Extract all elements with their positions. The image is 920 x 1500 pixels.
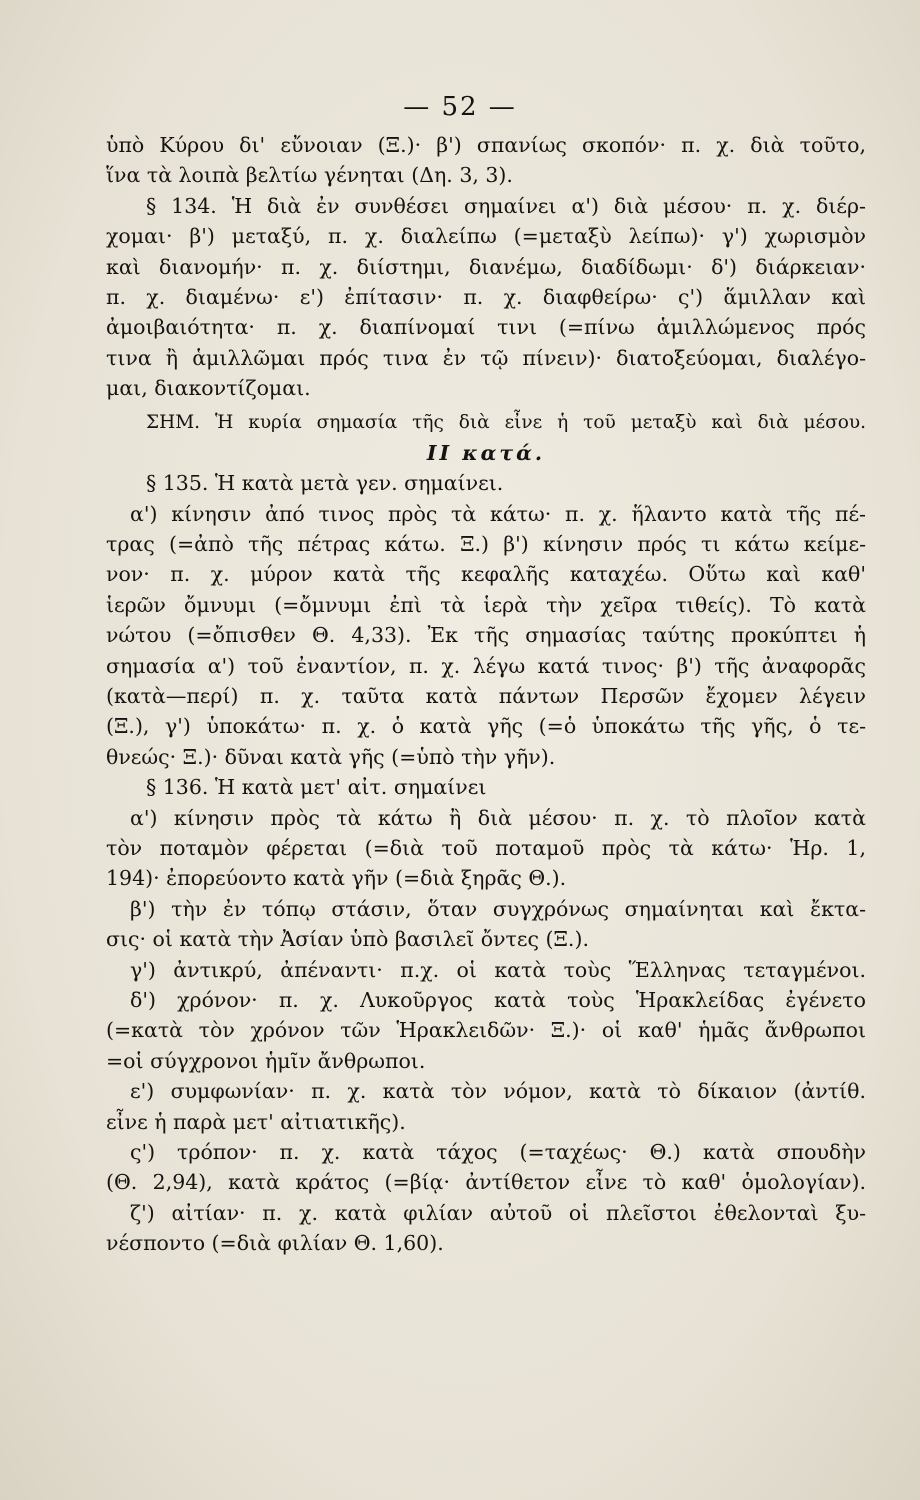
text-line: γ') ἀντικρύ, ἀπέναντι· π.χ. οἱ κατὰ τοὺς Ἕλληνας τεταγμένοι.: [130, 957, 866, 982]
text-line: εἶνε ἡ παρὰ μετ' αἰτιατικῆς).: [106, 1109, 406, 1134]
text-line: θνεώς· Ξ.)· δῦναι κατὰ γῆς (=ὑπὸ τὴν γῆν).: [106, 744, 556, 769]
text-line: =οἱ σύγχρονοι ἡμῖν ἄνθρωποι.: [106, 1048, 426, 1073]
text-line: (Ξ.), γ') ὑποκάτω· π. χ. ὁ κατὰ γῆς (=ὁ ὑποκάτω τῆς γῆς, ὁ τε-: [106, 714, 866, 739]
text-line: ζ') αἰτίαν· π. χ. κατὰ φιλίαν αὐτοῦ οἱ πλεῖστοι ἐθελονταὶ ξυ-: [130, 1200, 866, 1225]
text-line: ὑπὸ Κύρου δι' εὔνοιαν (Ξ.)· β') σπανίως σκοπόν· π. χ. διὰ τοῦτο,: [106, 133, 866, 157]
text-line: α') κίνησιν πρὸς τὰ κάτω ἢ διὰ μέσου· π. χ. τὸ πλοῖον κατὰ: [130, 805, 866, 830]
text-line: π. χ. διαμένω· ε') ἐπίτασιν· π. χ. διαφθείρω· ς') ἅμιλλαν καὶ: [106, 284, 866, 309]
text-line: ἱερῶν ὄμνυμι (=ὄμνυμι ἐπὶ τὰ ἱερὰ τὴν χεῖρα τιθείς). Τὸ κατὰ: [106, 592, 866, 617]
page-number: — 52 —: [403, 92, 517, 122]
text-line: (κατὰ—περί) π. χ. ταῦτα κατὰ πάντων Περσῶν ἔχομεν λέγειν: [106, 684, 866, 709]
section-134: § 134. Ἡ διὰ ἐν συνθέσει σημαίνει α') διὰ μέσου· π. χ. διέρ-: [146, 193, 866, 218]
text-line: ς') τρόπον· π. χ. κατὰ τάχος (=ταχέως· Θ.) κατὰ σπουδὴν: [130, 1139, 866, 1164]
text-line: τρας (=ἀπὸ τῆς πέτρας κάτω. Ξ.) β') κίνησιν πρός τι κάτω κείμε-: [106, 532, 866, 557]
text-line: ε') συμφωνίαν· π. χ. κατὰ τὸν νόμον, κατὰ τὸ δίκαιον (ἀντίθ.: [130, 1079, 866, 1104]
text-line: σις· οἱ κατὰ τὴν Ἀσίαν ὑπὸ βασιλεῖ ὄντες (Ξ.).: [106, 927, 589, 952]
text-line: νέσποντο (=διὰ φιλίαν Θ. 1,60).: [106, 1231, 444, 1256]
text-line: ἀμοιβαιότητα· π. χ. διαπίνομαί τινι (=πίνω ἁμιλλώμενος πρός: [106, 315, 866, 340]
text-line: 194)· ἐπορεύοντο κατὰ γῆν (=διὰ ξηρᾶς Θ.).: [106, 866, 567, 891]
page-text: [106, 130, 866, 1258]
text-line: χομαι· β') μεταξύ, π. χ. διαλείπω (=μεταξὺ λείπω)· γ') χωρισμὸν: [106, 224, 866, 249]
text-line: νώτου (=ὄπισθεν Θ. 4,33). Ἐκ τῆς σημασίας ταύτης προκύπτει ἡ: [106, 623, 866, 648]
text-line: νον· π. χ. μύρον κατὰ τῆς κεφαλῆς καταχέω. Οὕτω καὶ καθ': [106, 562, 866, 587]
text-line: τινα ἢ ἁμιλλῶμαι πρός τινα ἐν τῷ πίνειν)· διατοξεύομαι, διαλέγο-: [106, 345, 866, 370]
text-line: δ') χρόνον· π. χ. Λυκοῦργος κατὰ τοὺς Ἡρακλείδας ἐγένετο: [130, 987, 866, 1012]
text-line: μαι, διακοντίζομαι.: [106, 376, 311, 401]
text-line: καὶ διανομήν· π. χ. διίστημι, διανέμω, διαδίδωμι· δ') διάρκειαν·: [106, 254, 866, 279]
note-line: ΣΗΜ. Ἡ κυρία σημασία τῆς διὰ εἶνε ἡ τοῦ μεταξὺ καὶ διὰ μέσου.: [146, 411, 866, 433]
section-136: § 136. Ἡ κατὰ μετ' αἰτ. σημαίνει: [146, 775, 487, 800]
section-135: § 135. Ἡ κατὰ μετὰ γεν. σημαίνει.: [146, 471, 504, 496]
text-line: (=κατὰ τὸν χρόνον τῶν Ἡρακλειδῶν· Ξ.)· οἱ καθ' ἡμᾶς ἄνθρωποι: [106, 1018, 866, 1043]
section-heading: ΙΙ κατά.: [426, 440, 546, 465]
text-line: β') τὴν ἐν τόπῳ στάσιν, ὅταν συγχρόνως σημαίνηται καὶ ἔκτα-: [130, 896, 866, 921]
text-line: α') κίνησιν ἀπό τινος πρὸς τὰ κάτω· π. χ. ἥλαντο κατὰ τῆς πέ-: [130, 501, 866, 526]
text-line: ἵνα τὰ λοιπὰ βελτίω γένηται (Δη. 3, 3).: [106, 163, 513, 188]
text-line: σημασία α') τοῦ ἐναντίον, π. χ. λέγω κατά τινος· β') τῆς ἀναφορᾶς: [106, 653, 866, 678]
text-line: τὸν ποταμὸν φέρεται (=διὰ τοῦ ποταμοῦ πρὸς τὰ κάτω· Ἡρ. 1,: [106, 835, 866, 860]
text-line: (Θ. 2,94), κατὰ κράτος (=βίᾳ· ἀντίθετον εἶνε τὸ καθ' ὁμολογίαν).: [106, 1170, 866, 1195]
